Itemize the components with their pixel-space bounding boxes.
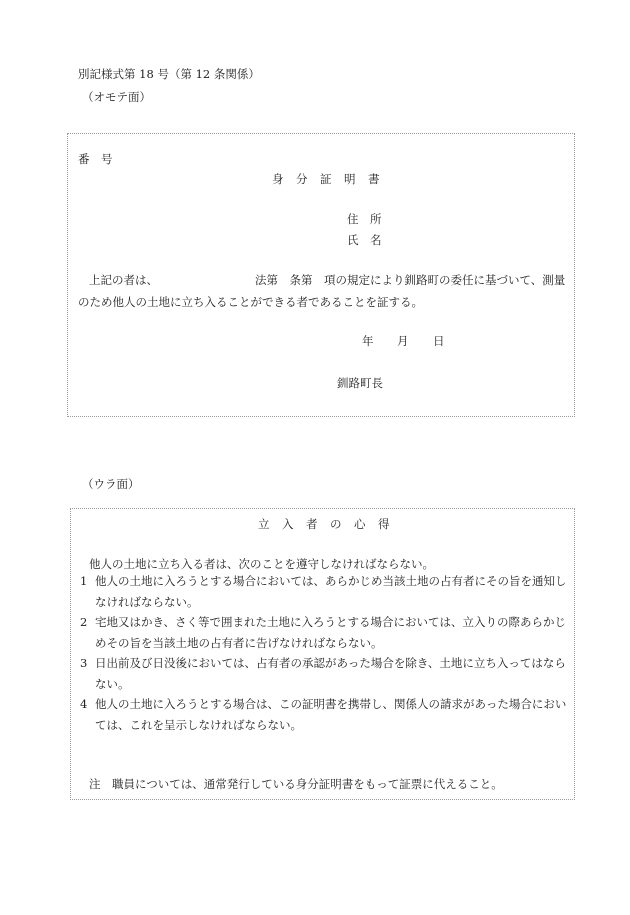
- rule-item: [80, 653, 577, 694]
- staff-note: 注 職員については、通常発行している身分証明書をもって証票に代えること。: [89, 777, 503, 791]
- date-year-label: 年: [362, 334, 374, 348]
- rule-item: [80, 694, 577, 735]
- rule-item: [80, 571, 577, 612]
- name-label: 氏 名: [347, 233, 382, 247]
- number-label: 番 号: [78, 152, 113, 166]
- body-line-2: のため他人の土地に立ち入ることができる者であることを証する。: [78, 295, 423, 309]
- rule-item-text: 他人の土地に入ろうとする場合においては、あらかじめ当該土地の占有者にその旨を通知しなければならない。: [95, 574, 567, 609]
- front-side-label: （オモテ面）: [82, 90, 151, 104]
- rule-item-text: 日出前及び日没後においては、占有者の承認があった場合を除き、土地に立ち入ってはならない。: [95, 656, 566, 691]
- rule-item: [80, 612, 577, 653]
- rule-item-number: 3: [80, 656, 88, 670]
- rule-item-number: 2: [80, 615, 88, 629]
- address-label: 住 所: [347, 212, 382, 226]
- body-line-1: 法第 条第 項の規定により釧路町の委任に基づいて、測量: [255, 273, 566, 287]
- certificate-title: 身 分 証 明 書: [272, 172, 380, 186]
- rule-item-text: 他人の土地に入ろうとする場合は、この証明書を携帯し、関係人の請求があった場合においては、これを呈示しなければならない。: [95, 697, 567, 732]
- form-number: 別記様式第 18 号（第 12 条関係）: [78, 67, 260, 81]
- rules-intro: 他人の土地に立ち入る者は、次のことを遵守しなければならない。: [89, 557, 434, 571]
- date-month-label: 月: [397, 334, 409, 348]
- rule-item-text: 宅地又はかき、さく等で囲まれた土地に入ろうとする場合においては、立入りの際あらかじめその旨を当該土地の占有者に告げなければならない。: [95, 615, 567, 650]
- body-prefix: 上記の者は、: [89, 273, 158, 287]
- rules-title: 立 入 者 の 心 得: [258, 517, 390, 531]
- back-side-label: （ウラ面）: [82, 477, 140, 491]
- rule-item-number: 4: [80, 697, 88, 711]
- issuer-label: 釧路町長: [337, 376, 383, 390]
- date-day-label: 日: [433, 334, 445, 348]
- rule-item-number: 1: [80, 574, 88, 588]
